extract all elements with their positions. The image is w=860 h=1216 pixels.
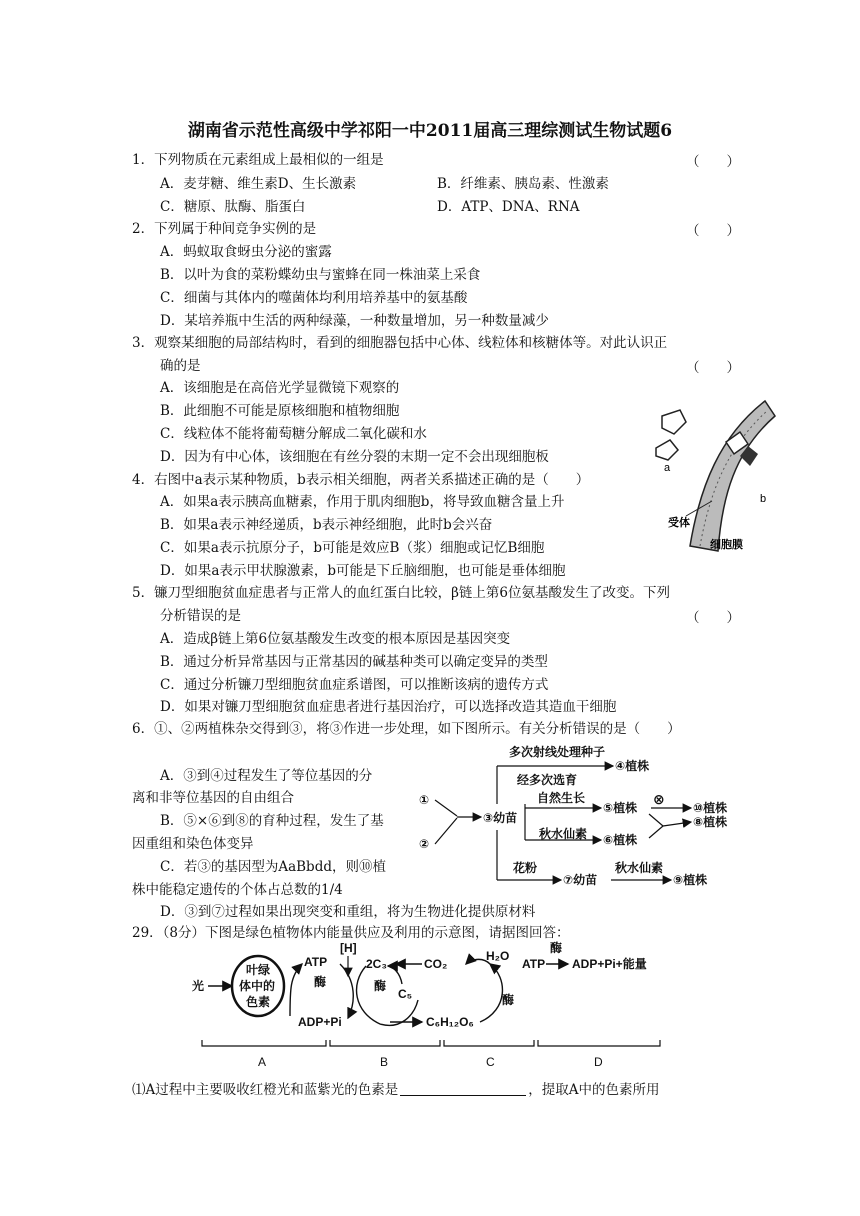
label-products: ADP+Pi+能量 <box>572 957 647 971</box>
q6-option-c-line1: C．若③的基因型为AaBbdd，则⑩植 <box>160 859 386 875</box>
node-10: ⑩植株 <box>693 801 728 815</box>
q6-stem: 6．①、②两植株杂交得到③，将③作进一步处理，如下图所示。有关分析错误的是（ ） <box>132 721 681 737</box>
q5-stem-line1: 5．镰刀型细胞贫血症患者与正常人的血红蛋白比较，β链上第6位氨基酸发生了改变。下列 <box>132 585 670 601</box>
energy-diagram <box>190 940 680 1072</box>
q29-sub1-part1: ⑴A过程中主要吸收红橙光和蓝紫光的色素是 <box>132 1082 399 1098</box>
node-1: ① <box>419 793 430 807</box>
node-5: ⑤植株 <box>603 801 638 815</box>
label-colchicine-1: 秋水仙素 <box>539 827 588 841</box>
q4-option-c: C．如果a表示抗原分子，b可能是效应B（浆）细胞或记忆B细胞 <box>160 540 545 556</box>
q1-option-b: B．纤维素、胰岛素、性激素 <box>437 176 609 192</box>
label-atp-1: ATP <box>304 955 328 969</box>
q3-stem-line2: 确的是 <box>160 358 201 374</box>
label-co2: CO₂ <box>424 957 448 971</box>
q5-option-b: B．通过分析异常基因与正常基因的碱基种类可以确定变异的类型 <box>160 654 548 670</box>
q5-option-c: C．通过分析镰刀型细胞贫血症系谱图，可以推断该病的遗传方式 <box>160 677 549 693</box>
receptor-figure <box>640 396 780 556</box>
label-glucose: C₆H₁₂O₆ <box>426 1015 474 1029</box>
q29-stem: 29．（8分）下图是绿色植物体内能量供应及利用的示意图，请据图回答： <box>132 925 570 941</box>
q4-stem: 4．右图中a表示某种物质，b表示相关细胞，两者关系描述正确的是（ ） <box>132 472 590 488</box>
label-b: b <box>760 493 767 505</box>
label-h: [H] <box>340 941 357 955</box>
q2-answer-paren: （ ） <box>686 223 740 239</box>
label-enzyme-1: 酶 <box>314 975 327 989</box>
q6-option-c-line2: 株中能稳定遗传的个体占总数的1/4 <box>132 882 343 898</box>
q5-option-d: D．如果对镰刀型细胞贫血症患者进行基因治疗，可以选择改造其造血干细胞 <box>160 699 617 715</box>
node-8: ⑧植株 <box>693 815 728 829</box>
q4-option-b: B．如果a表示神经递质，b表示神经细胞，此时b会兴奋 <box>160 517 493 533</box>
q6-option-a-line1: A．③到④过程发生了等位基因的分 <box>160 768 373 784</box>
q3-stem-line1: 3．观察某细胞的局部结构时，看到的细胞器包括中心体、线粒体和核糖体等。对此认识正 <box>132 335 668 351</box>
label-enzyme-3: 酶 <box>502 993 515 1007</box>
q4-option-d: D．如果a表示甲状腺激素，b可能是下丘脑细胞，也可能是垂体细胞 <box>160 563 566 579</box>
label-selection: 经多次选育 <box>517 773 578 787</box>
label-irradiation: 多次射线处理种子 <box>509 745 606 759</box>
q5-answer-paren: （ ） <box>686 610 740 626</box>
q29-sub1-part2: ，提取A中的色素所用 <box>528 1082 660 1098</box>
label-colchicine-2: 秋水仙素 <box>615 861 664 875</box>
label-light: 光 <box>192 979 205 993</box>
q2-option-d: D．某培养瓶中生活的两种绿藻，一种数量增加，另一种数量减少 <box>160 313 549 329</box>
label-c5: C₅ <box>398 987 413 1001</box>
q1-option-c: C．糖原、肽酶、脂蛋白 <box>160 199 306 215</box>
label-membrane: 细胞膜 <box>710 539 743 551</box>
node-3: ③幼苗 <box>483 811 518 825</box>
page-title: 湖南省示范性高级中学祁阳一中2011届高三理综测试生物试题6 <box>187 121 673 141</box>
q2-option-b: B．以叶为食的菜粉蝶幼虫与蜜蜂在同一株油菜上采食 <box>160 267 481 283</box>
pigment-line2: 体中的 <box>239 979 276 993</box>
selfing-symbol: ⊗ <box>653 791 665 807</box>
label-a: a <box>664 462 671 474</box>
q1-option-a: A．麦芽糖、维生素D、生长激素 <box>160 176 357 192</box>
node-6: ⑥植株 <box>603 833 638 847</box>
q3-option-a: A．该细胞是在高倍光学显微镜下观察的 <box>160 380 400 396</box>
q1-stem: 1．下列物质在元素组成上最相似的一组是 <box>132 152 384 168</box>
q2-option-a: A．蚂蚁取食蚜虫分泌的蜜露 <box>160 244 332 260</box>
q5-stem-line2: 分析错误的是 <box>160 608 241 624</box>
breeding-diagram <box>415 744 745 894</box>
node-9: ⑨植株 <box>673 873 708 887</box>
molecule-a-shape-1 <box>662 410 686 434</box>
pigment-line3: 色素 <box>246 995 271 1009</box>
q3-option-b: B．此细胞不可能是原核细胞和植物细胞 <box>160 403 400 419</box>
q1-option-d: D．ATP、DNA、RNA <box>437 199 580 215</box>
q2-option-c: C．细菌与其体内的噬菌体均利用培养基中的氨基酸 <box>160 290 468 306</box>
q2-stem: 2．下列属于种间竞争实例的是 <box>132 221 317 237</box>
pigment-line1: 叶绿 <box>246 963 271 977</box>
node-4: ④植株 <box>615 759 650 773</box>
label-atp-2: ATP <box>522 957 546 971</box>
q4-option-a: A．如果a表示胰高血糖素，作用于肌肉细胞b，将导致血糖含量上升 <box>160 494 565 510</box>
label-pollen: 花粉 <box>513 861 538 875</box>
q1-answer-paren: （ ） <box>686 154 740 170</box>
label-adp-1: ADP+Pi <box>298 1015 342 1029</box>
q29-sub1 <box>132 1080 660 1100</box>
bracket-c: C <box>486 1055 495 1069</box>
label-natural-growth: 自然生长 <box>537 791 586 805</box>
label-enzyme-4: 酶 <box>550 941 563 955</box>
q6-option-d: D．③到⑦过程如果出现突变和重组，将为生物进化提供原材料 <box>160 904 536 920</box>
q3-option-d: D．因为有中心体，该细胞在有丝分裂的末期一定不会出现细胞板 <box>160 449 549 465</box>
label-receptor: 受体 <box>668 517 690 529</box>
label-h2o: H₂O <box>486 949 510 963</box>
node-2: ② <box>419 837 430 851</box>
molecule-a-shape-2 <box>656 440 678 460</box>
q6-option-b-line1: B．⑤×⑥到⑧的育种过程，发生了基 <box>160 813 384 829</box>
answer-blank[interactable] <box>400 1081 526 1096</box>
bracket-a: A <box>258 1055 267 1069</box>
bracket-b: B <box>380 1055 389 1069</box>
q6-option-a-line2: 离和非等位基因的自由组合 <box>132 790 294 806</box>
label-2c3: 2C₃ <box>366 957 387 971</box>
q3-answer-paren: （ ） <box>686 360 740 376</box>
label-enzyme-2: 酶 <box>374 979 387 993</box>
bracket-d: D <box>594 1055 603 1069</box>
q3-option-c: C．线粒体不能将葡萄糖分解成二氧化碳和水 <box>160 426 427 442</box>
q6-option-b-line2: 因重组和染色体变异 <box>132 836 254 852</box>
node-7: ⑦幼苗 <box>563 873 598 887</box>
q5-option-a: A．造成β链上第6位氨基酸发生改变的根本原因是基因突变 <box>160 631 511 647</box>
